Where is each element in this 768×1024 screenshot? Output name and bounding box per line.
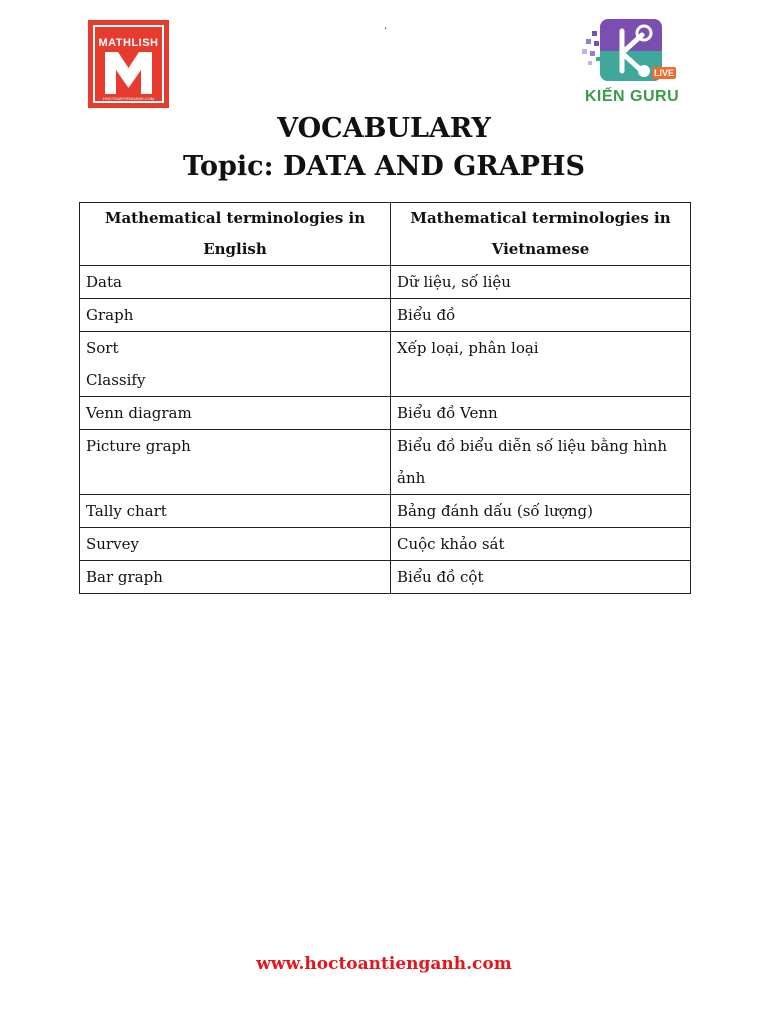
english-term: Graph	[80, 299, 391, 332]
header-dot: .	[384, 21, 388, 32]
table-row	[80, 561, 691, 594]
page-subtitle: Topic: DATA AND GRAPHS	[183, 151, 585, 182]
logo-url-text: HOCTOANTIENGANH.COM	[102, 96, 155, 101]
english-term: Picture graph	[80, 430, 391, 495]
table-header-row	[80, 203, 691, 266]
pixel-dots-icon	[582, 31, 602, 71]
english-term: Data	[80, 266, 391, 299]
vocabulary-table	[79, 202, 691, 594]
table-row	[80, 397, 691, 430]
table-row	[80, 266, 691, 299]
vietnamese-term: Bảng đánh dấu (số lượng)	[391, 495, 691, 528]
english-term: Bar graph	[80, 561, 391, 594]
english-term: Tally chart	[80, 495, 391, 528]
vietnamese-term: Xếp loại, phân loại	[391, 332, 691, 397]
mathlish-logo	[88, 20, 169, 108]
logo-m-icon	[105, 52, 152, 94]
header-vietnamese: Mathematical terminologies in Vietnamese	[391, 203, 691, 266]
table-row	[80, 299, 691, 332]
header-english: Mathematical terminologies in English	[80, 203, 391, 266]
kien-guru-logo	[582, 17, 682, 112]
vietnamese-term: Biểu đồ	[391, 299, 691, 332]
footer-url-link[interactable]: www.hoctoantienganh.com	[256, 954, 512, 974]
logo-brand-text: MATHLISH	[98, 37, 159, 49]
logo-name-text: KIẾN GURU	[584, 88, 680, 105]
vietnamese-term: Dữ liệu, số liệu	[391, 266, 691, 299]
english-term: Survey	[80, 528, 391, 561]
english-term: Sort Classify	[80, 332, 391, 397]
vietnamese-term: Biểu đồ biểu diễn số liệu bằng hình ảnh	[391, 430, 691, 495]
table-row	[80, 430, 691, 495]
table-row	[80, 528, 691, 561]
vietnamese-term: Biểu đồ Venn	[391, 397, 691, 430]
vietnamese-term: Cuộc khảo sát	[391, 528, 691, 561]
page-title: VOCABULARY	[277, 113, 491, 144]
table-row	[80, 495, 691, 528]
live-badge: LIVE	[654, 68, 675, 78]
english-term: Venn diagram	[80, 397, 391, 430]
table-row	[80, 332, 691, 397]
vietnamese-term: Biểu đồ cột	[391, 561, 691, 594]
